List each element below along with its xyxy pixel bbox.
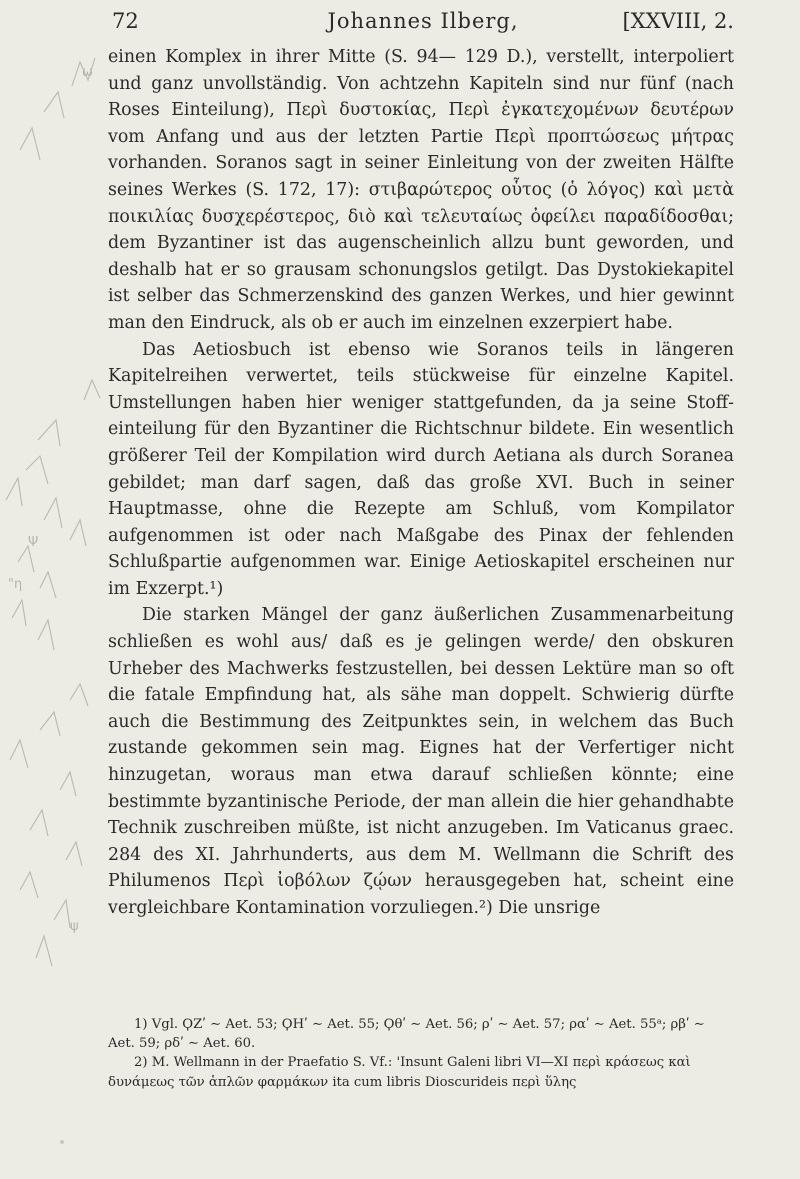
footnotes: [108, 1015, 734, 1092]
paragraph-3: Die starken Mängel der ganz äußerlichen Zusammenarbeitung schließen es wohl aus/ daß es je gelingen werde/ den obskuren Urheber des Machwerks festzustellen, bei dessen Lektüre man so oft die fatale Empfindung hat, als sähe man doppelt. Schwierig dürfte auch die Bestimmung des Zeitpunktes sein, in welchem das Buch zustande gekommen sein mag. Eignes hat der Verfertiger nicht hinzugetan, woraus man etwa darauf schließen könnte; eine bestimmte byzantinische Periode, der man allein die hier gehandhabte Technik zuschreiben müßte, ist nicht anzugeben. Im Vaticanus graec. 284 des XI. Jahrhunderts, aus dem M. Wellmann die Schrift des Philumenos Περὶ ἰοβόλων ζῴων herausgegeben hat, scheint eine vergleichbare Kontamination vorzuliegen.²) Die unsrige: [108, 605, 734, 918]
paragraph-1: einen Komplex in ihrer Mitte (S. 94— 129 D.), verstellt, interpoliert und ganz unvollständig. Von achtzehn Kapiteln sind nur fünf (nach Roses Einteilung), Περὶ δυστοκίας, Περὶ ἐγκατεχομένων δευτέρων vom Anfang und aus der letzten Partie Περὶ προπτώσεως μήτρας vorhanden. Soranos sagt in seiner Einleitung von der zweiten Hälfte seines Werkes (S. 172, 17): στιβαρώτερος οὗτος (ὁ λόγος) καὶ μετὰ ποικιλίας δυσχερέστερος, διὸ καὶ τελευταίως ὀφείλει παραδίδοσθαι; dem Byzantiner ist das augenscheinlich allzu bunt geworden, und deshalb hat er so grausam schonungslos getilgt. Das Dystokiekapitel ist selber das Schmerzenskind des ganzen Werkes, und hier gewinnt man den Eindruck, als ob er auch im einzelnen exzerpiert habe.: [108, 47, 734, 333]
page-number: 72: [112, 9, 139, 33]
footnote-1: 1) Vgl. ϘΖʹ ∼ Aet. 53; ϘΗʹ ∼ Aet. 55; Ϙθʹ ∼ Aet. 56; ρʹ ∼ Aet. 57; ραʹ ∼ Aet. 55ᵃ; ρβʹ ∼ Aet. 59; ρδʹ ∼ Aet. 60.: [108, 1017, 705, 1052]
main-text: [108, 44, 734, 922]
footnote-2: 2) M. Wellmann in der Praefatio S. Vf.: 'Insunt Galeni libri VI—XI περὶ κράσεως καὶ δυνάμεως τῶν ἁπλῶν φαρμάκων ita cum libris Dioscurideis περὶ ὕλης: [108, 1055, 691, 1090]
running-title-author: Johannes Ilberg,: [327, 9, 519, 33]
volume-reference: [XXVIII, 2.: [622, 9, 734, 33]
paragraph-2: Das Aetiosbuch ist ebenso wie Soranos teils in längeren Kapitelreihen verwertet, teils stückweise für einzelne Kapitel. Umstellungen haben hier weniger stattgefunden, da ja seine Stoffeinteilung für den Byzantiner die Richtschnur bildete. Ein wesentlich größerer Teil der Kompilation wird durch Aetiana als durch Soranea gebildet; man darf sagen, daß das große XVI. Buch in seiner Hauptmasse, ohne die Rezepte am Schluß, vom Kompilator aufgenommen ist oder nach Maßgabe des Pinax der fehlenden Schlußpartie aufgenommen war. Einige Aetioskapitel erscheinen nur im Exzerpt.¹): [108, 339, 734, 599]
svg-text:"η: "η: [8, 577, 23, 592]
handwritten-margin-marks: [0, 0, 112, 1179]
svg-text:ψ: ψ: [70, 919, 79, 934]
speck: [60, 1140, 64, 1144]
running-header: [112, 4, 734, 38]
svg-text:ω: ω: [82, 65, 93, 80]
svg-text:Ψ: Ψ: [28, 535, 39, 550]
